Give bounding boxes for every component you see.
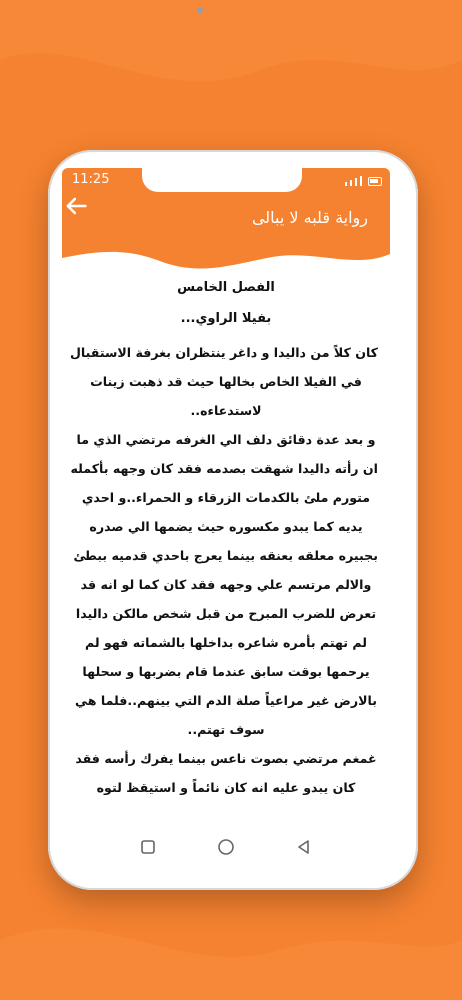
square-icon[interactable] <box>138 837 158 857</box>
text-line: سوف تهتم.. <box>187 722 265 737</box>
text-line: في الفيلا الخاص بخالها حيث قد ذهبت زينات <box>90 374 362 389</box>
text-line: والالم مرتسم علي وجهه فقد كان كما لو انه قد <box>80 577 372 592</box>
status-icons <box>345 174 382 186</box>
app-title: رواية قلبه لا يبالى <box>251 208 368 227</box>
status-time: 11:25 <box>72 172 110 187</box>
chapter-subtitle: بفيلا الراوي... <box>180 311 272 326</box>
text-line: غمغم مرتضي بصوت ناعس بينما يفرك رأسه فقد <box>75 751 377 766</box>
text-line: تعرض للضرب المبرح من قبل شخص مالكن داليدا <box>75 606 377 621</box>
text-line: كان يبدو عليه انه كان نائماً و استيقظ لتوه <box>96 780 356 795</box>
text-line: لاستدعاءه.. <box>190 403 262 418</box>
text-line: ان رأته داليدا شهقت بصدمه فقد كان وجهه بأكمله <box>70 461 378 476</box>
battery-icon <box>368 177 382 186</box>
text-line: بالارض غير مراعياً صلة الدم التي بينهم..فلما هي <box>75 693 377 708</box>
app-bar-wave <box>62 192 390 272</box>
navigation-bar <box>62 828 390 866</box>
signal-icon-bar <box>350 180 352 186</box>
triangle-back-icon[interactable] <box>294 837 314 857</box>
text-line: و بعد عدة دقائق دلف الي الغرفه مرتضي الذي ما <box>76 432 376 447</box>
phone-screen <box>62 168 390 828</box>
camera-notch <box>142 168 302 192</box>
arrow-left-icon[interactable] <box>62 192 90 220</box>
text-line: بجبيره معلقه بعنقه بينما يعرج باحدي قدميه ببطئ <box>73 548 378 563</box>
status-bar <box>62 168 390 192</box>
text-line: يديه كما يبدو مكسوره حيث يضمها الي صدره <box>89 519 363 534</box>
text-line: كان كلاً من داليدا و داغر ينتظران بغرفة الاستقبال <box>70 345 378 360</box>
signal-icon-bar <box>360 176 362 186</box>
chapter-title: الفصل الخامس <box>177 280 275 295</box>
text-line: لم تهتم بأمره شاعره بداخلها بالشماته فهو لم <box>84 635 368 650</box>
circle-icon[interactable] <box>216 837 236 857</box>
signal-icon <box>345 182 347 186</box>
signal-icon-bar <box>355 178 357 186</box>
app-bar <box>62 192 390 272</box>
chapter-content <box>62 280 390 802</box>
camera-dot-icon <box>197 7 203 13</box>
chapter-body <box>70 338 378 802</box>
text-line: متورم ملئ بالكدمات الزرقاء و الحمراء..و احدي <box>81 490 371 505</box>
text-line: يرحمها بوقت سابق عندما قام بضربها و سحلها <box>82 664 370 679</box>
